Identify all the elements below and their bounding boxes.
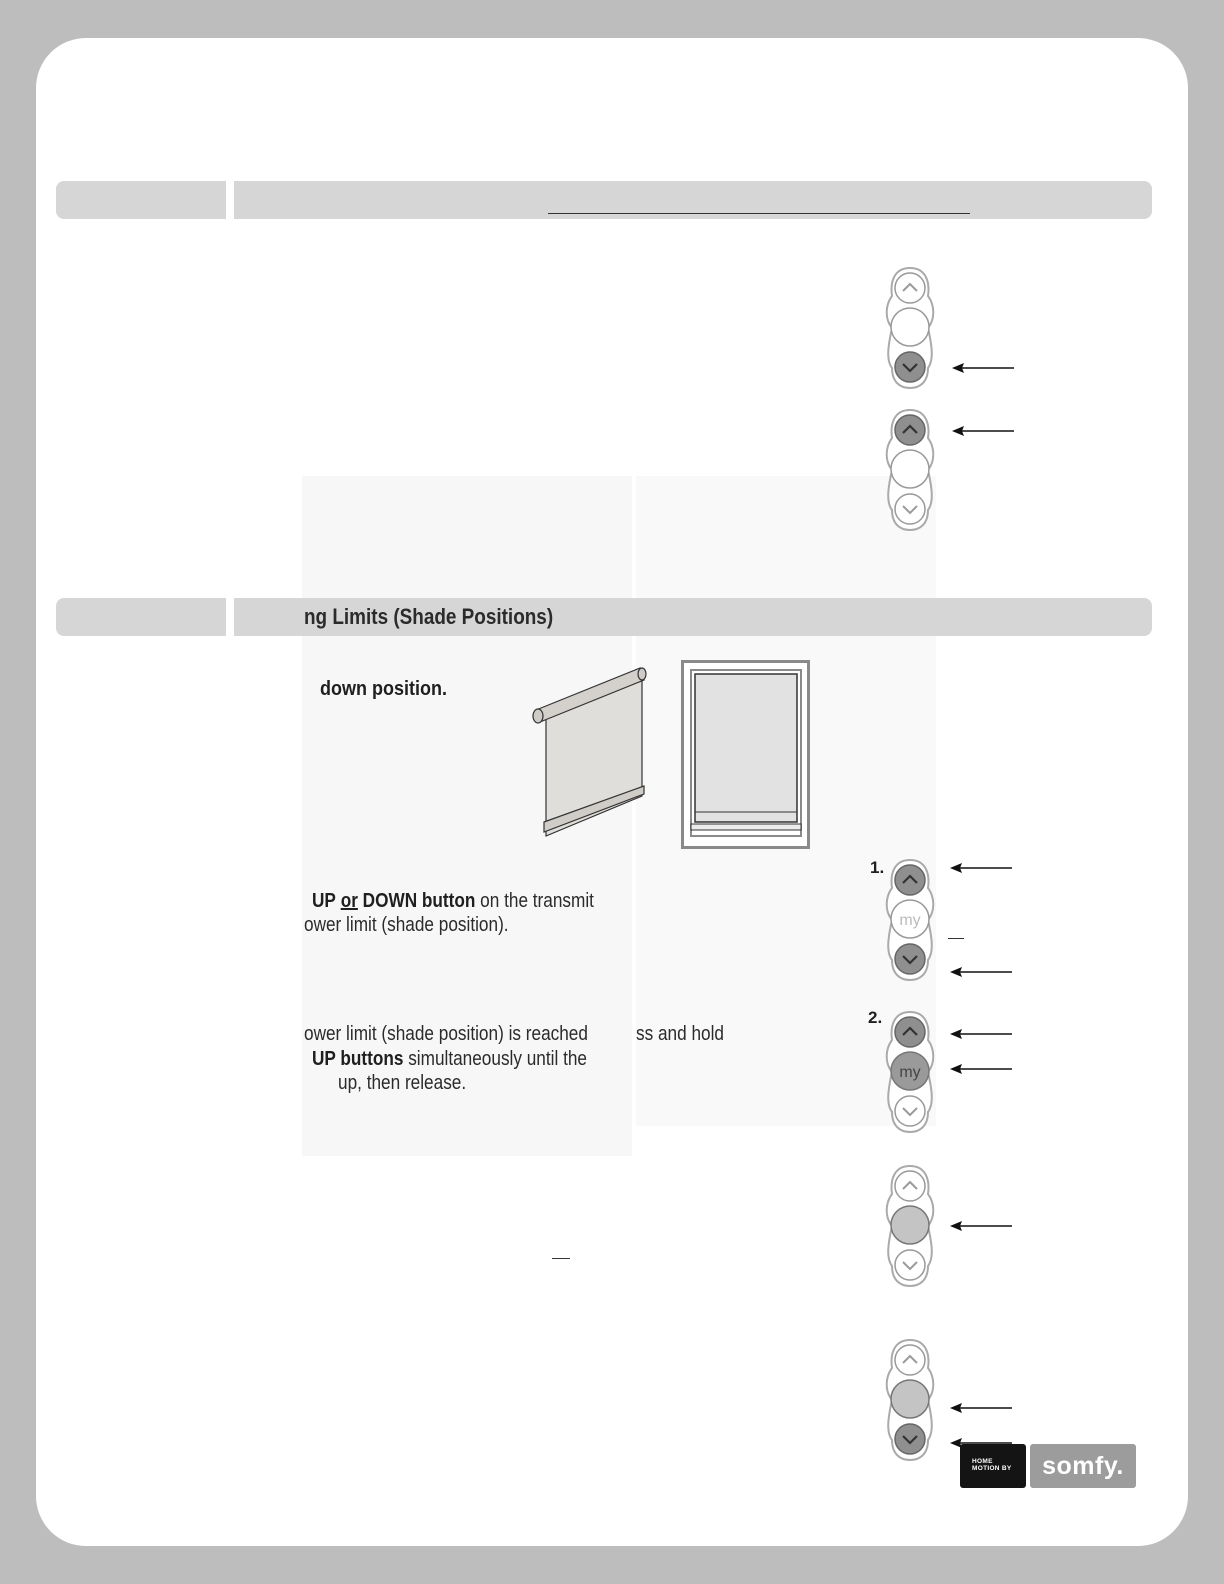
arrow-left-icon bbox=[950, 1220, 1014, 1232]
my-button bbox=[891, 1206, 929, 1244]
section-title: ng Limits (Shade Positions) bbox=[304, 604, 554, 629]
up-button bbox=[895, 1171, 925, 1201]
home-motion-badge bbox=[960, 1444, 1026, 1488]
somfy-wordmark: somfy. bbox=[1030, 1444, 1136, 1488]
down-button bbox=[895, 1424, 925, 1454]
instruction-text: ower limit (shade position). bbox=[304, 914, 509, 936]
up-button bbox=[895, 1345, 925, 1375]
section-header-left-band bbox=[56, 598, 226, 636]
down-button bbox=[895, 1096, 925, 1126]
down-button bbox=[895, 1250, 925, 1280]
roller-shade-illustration bbox=[526, 662, 656, 838]
down-button bbox=[895, 944, 925, 974]
logo-text: HOME bbox=[972, 1458, 993, 1465]
instruction-text: ower limit (shade position) is reached bbox=[304, 1023, 588, 1045]
instruction-fragment: simultaneously until the bbox=[408, 1048, 587, 1070]
arrow-left-icon bbox=[950, 1028, 1014, 1040]
arrow-left-icon bbox=[950, 862, 1014, 874]
remote-control-step-1 bbox=[882, 858, 938, 982]
instruction-text bbox=[312, 1048, 587, 1071]
button-name: UP buttons bbox=[312, 1048, 404, 1070]
arrow-left-icon bbox=[950, 1402, 1014, 1414]
remote-control-down-pressed bbox=[882, 266, 938, 390]
step-number: 2. bbox=[868, 1008, 883, 1027]
section-header-left-band bbox=[56, 181, 226, 219]
remote-control-up-pressed bbox=[882, 408, 938, 532]
window-shade-illustration bbox=[681, 660, 811, 850]
my-button bbox=[891, 1380, 929, 1418]
underline-mark bbox=[552, 1258, 570, 1259]
button-name: or bbox=[340, 890, 358, 912]
remote-control-my-down-pressed bbox=[882, 1338, 938, 1462]
my-button bbox=[891, 308, 929, 346]
arrow-left-icon bbox=[952, 425, 1016, 437]
instruction-text bbox=[312, 890, 594, 913]
up-button bbox=[895, 273, 925, 303]
down-button bbox=[895, 352, 925, 382]
my-button bbox=[891, 450, 929, 488]
down-button bbox=[895, 494, 925, 524]
header-underline bbox=[548, 213, 970, 214]
my-button-label: my bbox=[899, 1064, 921, 1081]
arrow-left-icon bbox=[950, 966, 1014, 978]
instruction-text: up, then release. bbox=[338, 1072, 467, 1094]
button-name: DOWN button bbox=[362, 890, 476, 912]
arrow-left-icon bbox=[952, 362, 1016, 374]
somfy-logo bbox=[960, 1444, 1140, 1492]
remote-control-my-pressed bbox=[882, 1164, 938, 1288]
arrow-left-icon bbox=[950, 1063, 1014, 1075]
instruction-fragment: on the transmit bbox=[480, 890, 594, 912]
step-number: 1. bbox=[870, 858, 885, 877]
remote-control-step-2 bbox=[882, 1010, 938, 1134]
my-button-label: my bbox=[899, 912, 921, 929]
logo-text: MOTION BY bbox=[972, 1465, 1012, 1472]
manual-page bbox=[36, 38, 1188, 1546]
button-name: UP bbox=[312, 890, 336, 912]
up-button bbox=[895, 865, 925, 895]
up-button bbox=[895, 415, 925, 445]
step-heading: down position. bbox=[320, 678, 447, 700]
underline-mark bbox=[948, 938, 964, 939]
up-button bbox=[895, 1017, 925, 1047]
instruction-text: ss and hold bbox=[636, 1023, 724, 1045]
